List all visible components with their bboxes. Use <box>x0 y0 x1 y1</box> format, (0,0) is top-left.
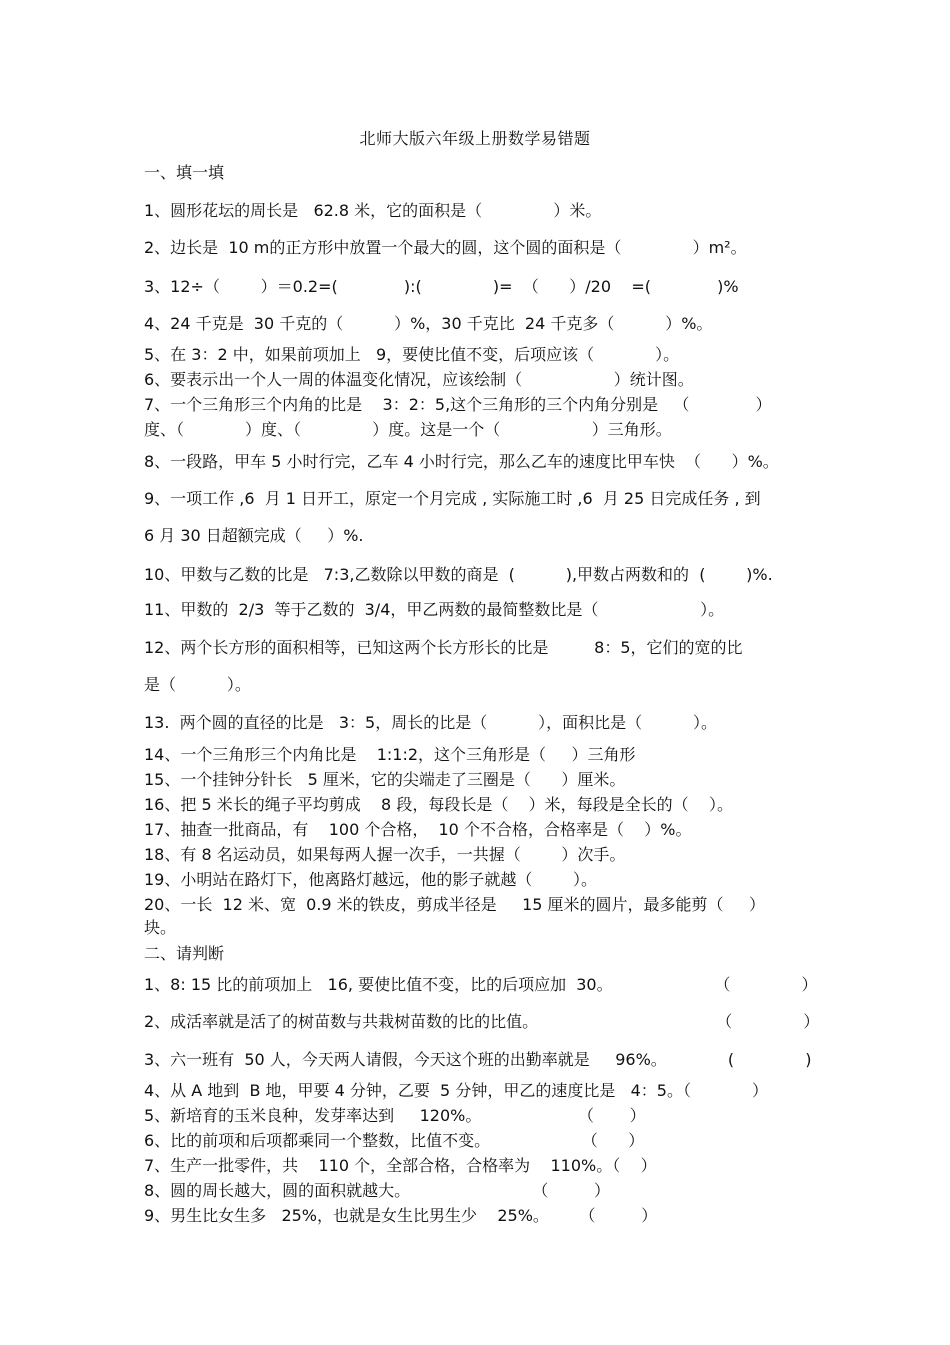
question-line: 6、要表示出一个人一周的体温变化情况，应该绘制（ ）统计图。 <box>144 370 694 389</box>
question-line: 3、12÷（ ）＝0.2=( ):( )= （ ）/20 =( )% <box>144 277 739 296</box>
question-line: 10、甲数与乙数的比是 7:3,乙数除以甲数的商是 ( ),甲数占两数和的 ( )%. <box>144 565 773 584</box>
question-line: 度、（ ）度、（ ）度。这是一个（ ）三角形。 <box>144 420 672 439</box>
question-line: 块。 <box>144 918 177 937</box>
question-line: 是（ ）。 <box>144 675 251 694</box>
section-heading-judge: 二、请判断 <box>144 944 225 963</box>
judge-line: 5、新培育的玉米良种，发芽率达到 120%。 （ ） <box>144 1106 646 1125</box>
question-line: 15、一个挂钟分针长 5 厘米，它的尖端走了三圈是（ ）厘米。 <box>144 770 626 789</box>
question-line: 9、一项工作 ,6 月 1 日开工，原定一个月完成 , 实际施工时 ,6 月 25 日完成任务 , 到 <box>144 489 761 508</box>
judge-line: 8、圆的周长越大，圆的面积就越大。 （ ） <box>144 1181 611 1200</box>
judge-line: 9、男生比女生多 25%，也就是女生比男生少 25%。 （ ） <box>144 1206 658 1225</box>
question-line: 5、在 3：2 中，如果前项加上 9，要使比值不变，后项应该（ ）。 <box>144 345 680 364</box>
question-line: 2、边长是 10 m的正方形中放置一个最大的圆，这个圆的面积是（ ）m²。 <box>144 238 747 257</box>
judge-line: 4、从 A 地到 B 地，甲要 4 分钟，乙要 5 分钟，甲乙的速度比是 4：5。（ ） <box>144 1081 768 1100</box>
question-line: 13. 两个圆的直径的比是 3：5，周长的比是（ ），面积比是（ ）。 <box>144 713 717 732</box>
question-line: 11、甲数的 2/3 等于乙数的 3/4，甲乙两数的最简整数比是（ ）。 <box>144 600 725 619</box>
question-line: 14、一个三角形三个内角比是 1:1:2，这个三角形是（ ）三角形 <box>144 745 636 764</box>
question-line: 8、一段路，甲车 5 小时行完，乙车 4 小时行完，那么乙车的速度比甲车快 （ ）%。 <box>144 452 779 471</box>
judge-line: 2、成活率就是活了的树苗数与共栽树苗数的比的比值。 （ ） <box>144 1012 820 1031</box>
question-line: 6 月 30 日超额完成（ ）%. <box>144 526 364 545</box>
judge-line: 6、比的前项和后项都乘同一个整数，比值不变。 （ ） <box>144 1131 645 1150</box>
question-line: 20、一长 12 米、宽 0.9 米的铁皮，剪成半径是 15 厘米的圆片，最多能剪（ ） <box>144 895 765 914</box>
section-heading-fill-in: 一、填一填 <box>144 163 225 182</box>
question-line: 7、一个三角形三个内角的比是 3：2：5,这个三角形的三个内角分别是 （ ） <box>144 395 772 414</box>
judge-line: 7、生产一批零件，共 110 个，全部合格，合格率为 110%。（ ） <box>144 1156 657 1175</box>
question-line: 1、圆形花坛的周长是 62.8 米，它的面积是（ ）米。 <box>144 201 602 220</box>
question-line: 17、抽查一批商品，有 100 个合格， 10 个不合格，合格率是（ ）%。 <box>144 820 692 839</box>
document-title: 北师大版六年级上册数学易错题 <box>359 129 591 148</box>
question-line: 12、两个长方形的面积相等，已知这两个长方形长的比是 8：5，它们的宽的比 <box>144 638 743 657</box>
question-line: 4、24 千克是 30 千克的（ ）%，30 千克比 24 千克多（ ）%。 <box>144 314 713 333</box>
question-line: 18、有 8 名运动员，如果每两人握一次手，一共握（ ）次手。 <box>144 845 626 864</box>
judge-line: 1、8: 15 比的前项加上 16, 要使比值不变，比的后项应加 30。 （ ） <box>144 975 818 994</box>
judge-line: 3、六一班有 50 人，今天两人请假，今天这个班的出勤率就是 96%。 ( ) <box>144 1050 812 1069</box>
question-line: 19、小明站在路灯下，他离路灯越远，他的影子就越（ ）。 <box>144 870 598 889</box>
question-line: 16、把 5 米长的绳子平均剪成 8 段，每段长是（ ）米，每段是全长的（ ）。 <box>144 795 734 814</box>
